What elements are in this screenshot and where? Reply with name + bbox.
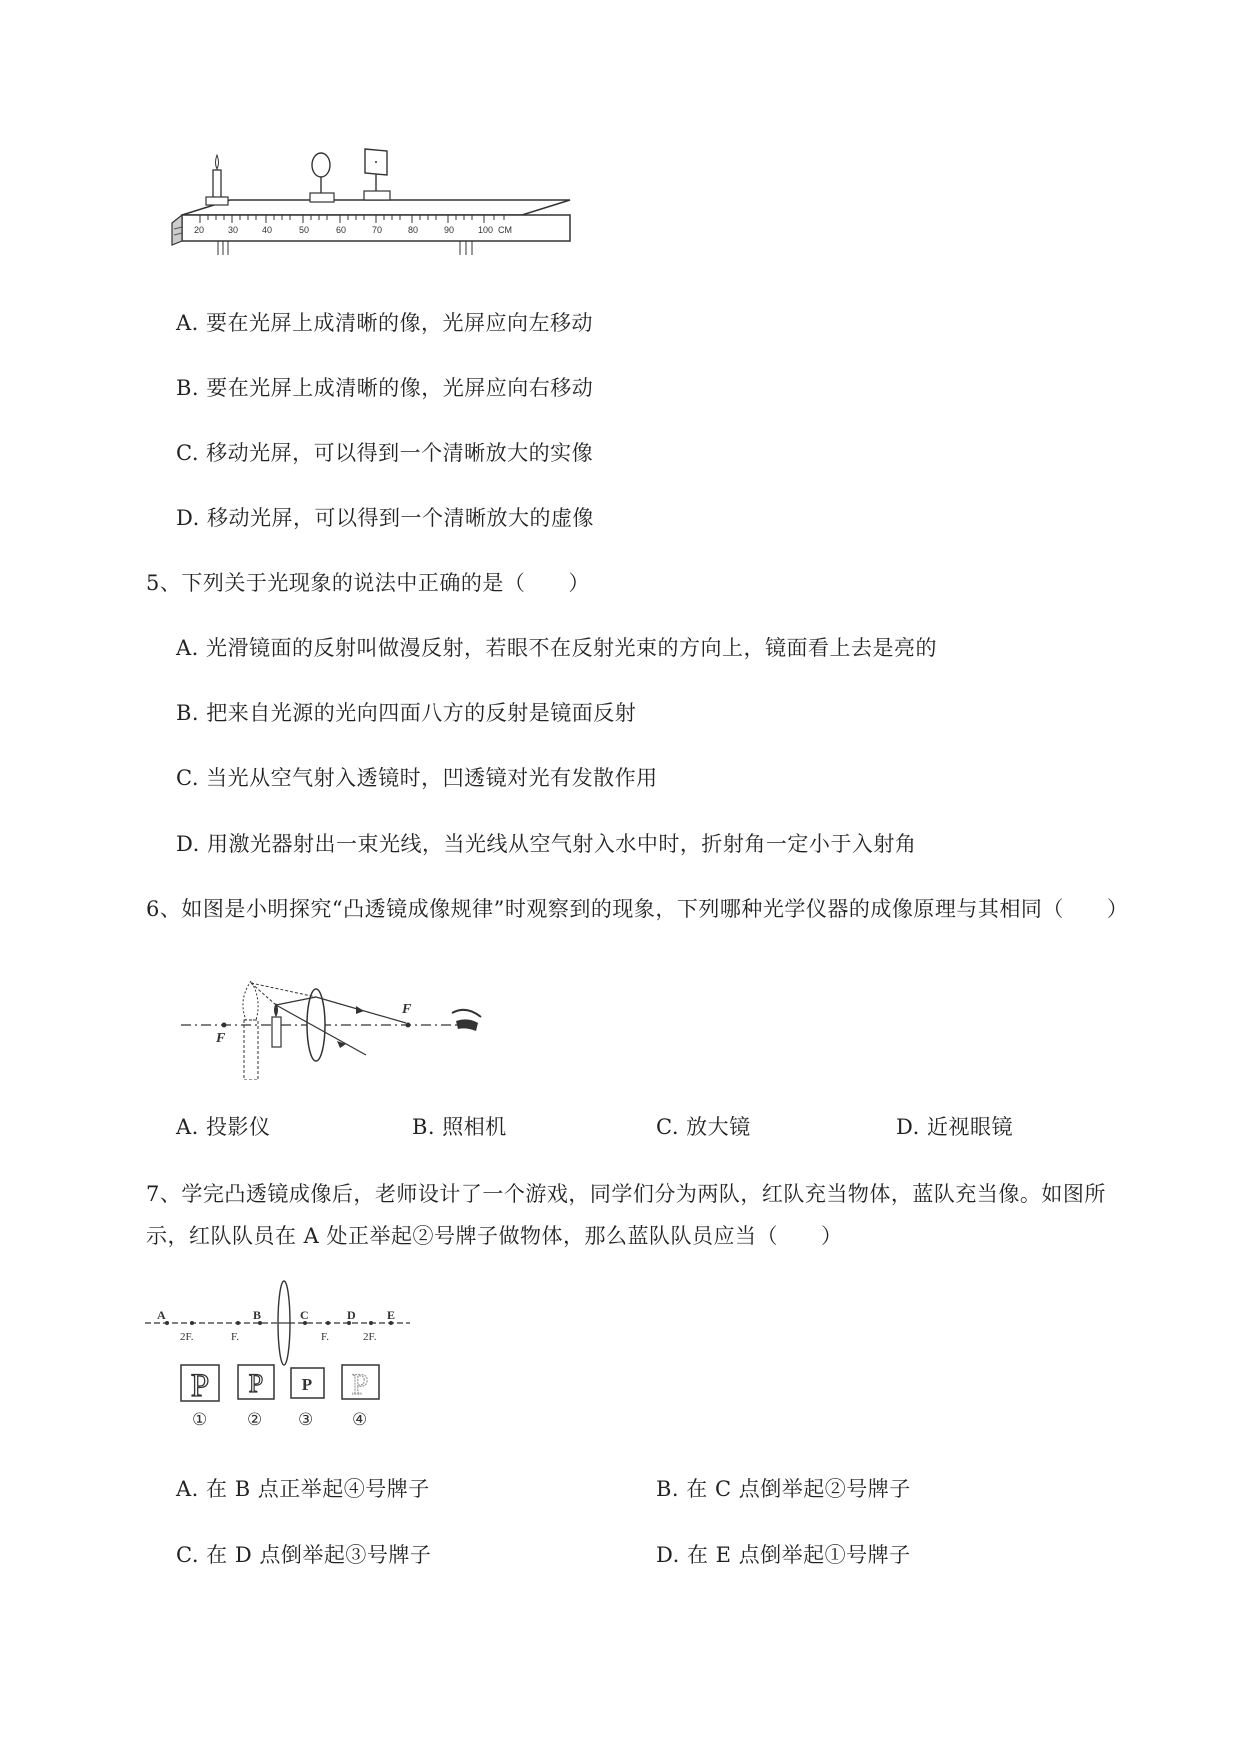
sign-letter: P (190, 1368, 210, 1404)
q6-option-b[interactable]: B. 照相机 (412, 1115, 507, 1139)
focus-label-left: F (216, 1031, 226, 1046)
q4-option-d[interactable]: D. 移动光屏，可以得到一个清晰放大的虚像 (176, 506, 594, 530)
sign-1 (181, 1365, 219, 1404)
mark-label: F. (321, 1331, 329, 1343)
q7-option-c[interactable]: C. 在 D 点倒举起③号牌子 (176, 1543, 432, 1567)
optical-bench-figure (170, 145, 590, 270)
q7-option-a[interactable]: A. 在 B 点正举起④号牌子 (176, 1477, 430, 1501)
sign-letter: P (248, 1369, 264, 1398)
point-label: E (387, 1308, 396, 1322)
q5-option-d[interactable]: D. 用激光器射出一束光线，当光线从空气射入水中时，折射角一定小于入射角 (176, 832, 917, 856)
mark-label: 2F. (363, 1331, 377, 1343)
q7-option-d[interactable]: D. 在 E 点倒举起①号牌子 (656, 1543, 911, 1567)
q4-option-b[interactable]: B. 要在光屏上成清晰的像，光屏应向右移动 (176, 376, 594, 400)
sign-letter: P (351, 1368, 369, 1401)
sign-2 (238, 1365, 274, 1399)
sign-number: ④ (352, 1410, 368, 1430)
ruler-label: 100 (478, 225, 494, 235)
q5-option-a[interactable]: A. 光滑镜面的反射叫做漫反射，若眼不在反射光束的方向上，镜面看上去是亮的 (176, 636, 938, 660)
q6-option-c[interactable]: C. 放大镜 (656, 1115, 751, 1139)
mark-label: F. (231, 1331, 239, 1343)
q7-option-b[interactable]: B. 在 C 点倒举起②号牌子 (656, 1477, 911, 1501)
sign-number: ② (247, 1410, 263, 1430)
q6-option-d[interactable]: D. 近视眼镜 (896, 1115, 1013, 1139)
ruler-label: 60 (336, 225, 347, 235)
lens-game-figure (145, 1280, 415, 1430)
candle-icon (206, 155, 228, 205)
sign-4 (342, 1365, 379, 1401)
ruler-label: 50 (299, 225, 310, 235)
lens-icon (310, 153, 334, 202)
ruler-label: 70 (372, 225, 383, 235)
point-label: D (347, 1308, 356, 1322)
eye-icon (452, 1010, 481, 1031)
sign-3 (291, 1368, 324, 1398)
q6-option-a[interactable]: A. 投影仪 (176, 1115, 271, 1139)
ruler-label: 40 (262, 225, 273, 235)
ruler-label: 30 (228, 225, 239, 235)
q5-option-b[interactable]: B. 把来自光源的光向四面八方的反射是镜面反射 (176, 701, 637, 725)
q5-stem: 5、下列关于光现象的说法中正确的是（ ） (146, 571, 590, 595)
convex-lens-ray-figure (176, 975, 496, 1080)
point-label: B (253, 1308, 262, 1322)
q5-option-c[interactable]: C. 当光从空气射入透镜时，凹透镜对光有发散作用 (176, 766, 658, 790)
sign-letter: P (301, 1375, 313, 1394)
q7-stem-line1: 7、学完凸透镜成像后，老师设计了一个游戏，同学们分为两队，红队充当物体，蓝队充当像。如图所 (146, 1182, 1106, 1206)
ruler-label: CM (498, 225, 512, 235)
q4-option-a[interactable]: A. 要在光屏上成清晰的像，光屏应向左移动 (176, 311, 594, 335)
q7-stem-line2: 示，红队队员在 A 处正举起②号牌子做物体，那么蓝队队员应当（ ） (146, 1224, 843, 1248)
q6-stem: 6、如图是小明探究“凸透镜成像规律”时观察到的现象，下列哪种光学仪器的成像原理与其相同（ ） (146, 897, 1129, 921)
ruler-label: 80 (408, 225, 419, 235)
point-label: C (300, 1308, 309, 1322)
sign-number: ③ (298, 1410, 314, 1430)
ruler-label: 20 (194, 225, 205, 235)
screen-icon (364, 149, 390, 200)
focus-label-right: F (402, 1002, 412, 1017)
mark-label: 2F. (180, 1331, 194, 1343)
point-label: A (157, 1308, 166, 1322)
sign-number: ① (192, 1410, 208, 1430)
q4-option-c[interactable]: C. 移动光屏，可以得到一个清晰放大的实像 (176, 441, 594, 465)
ruler-label: 90 (444, 225, 455, 235)
